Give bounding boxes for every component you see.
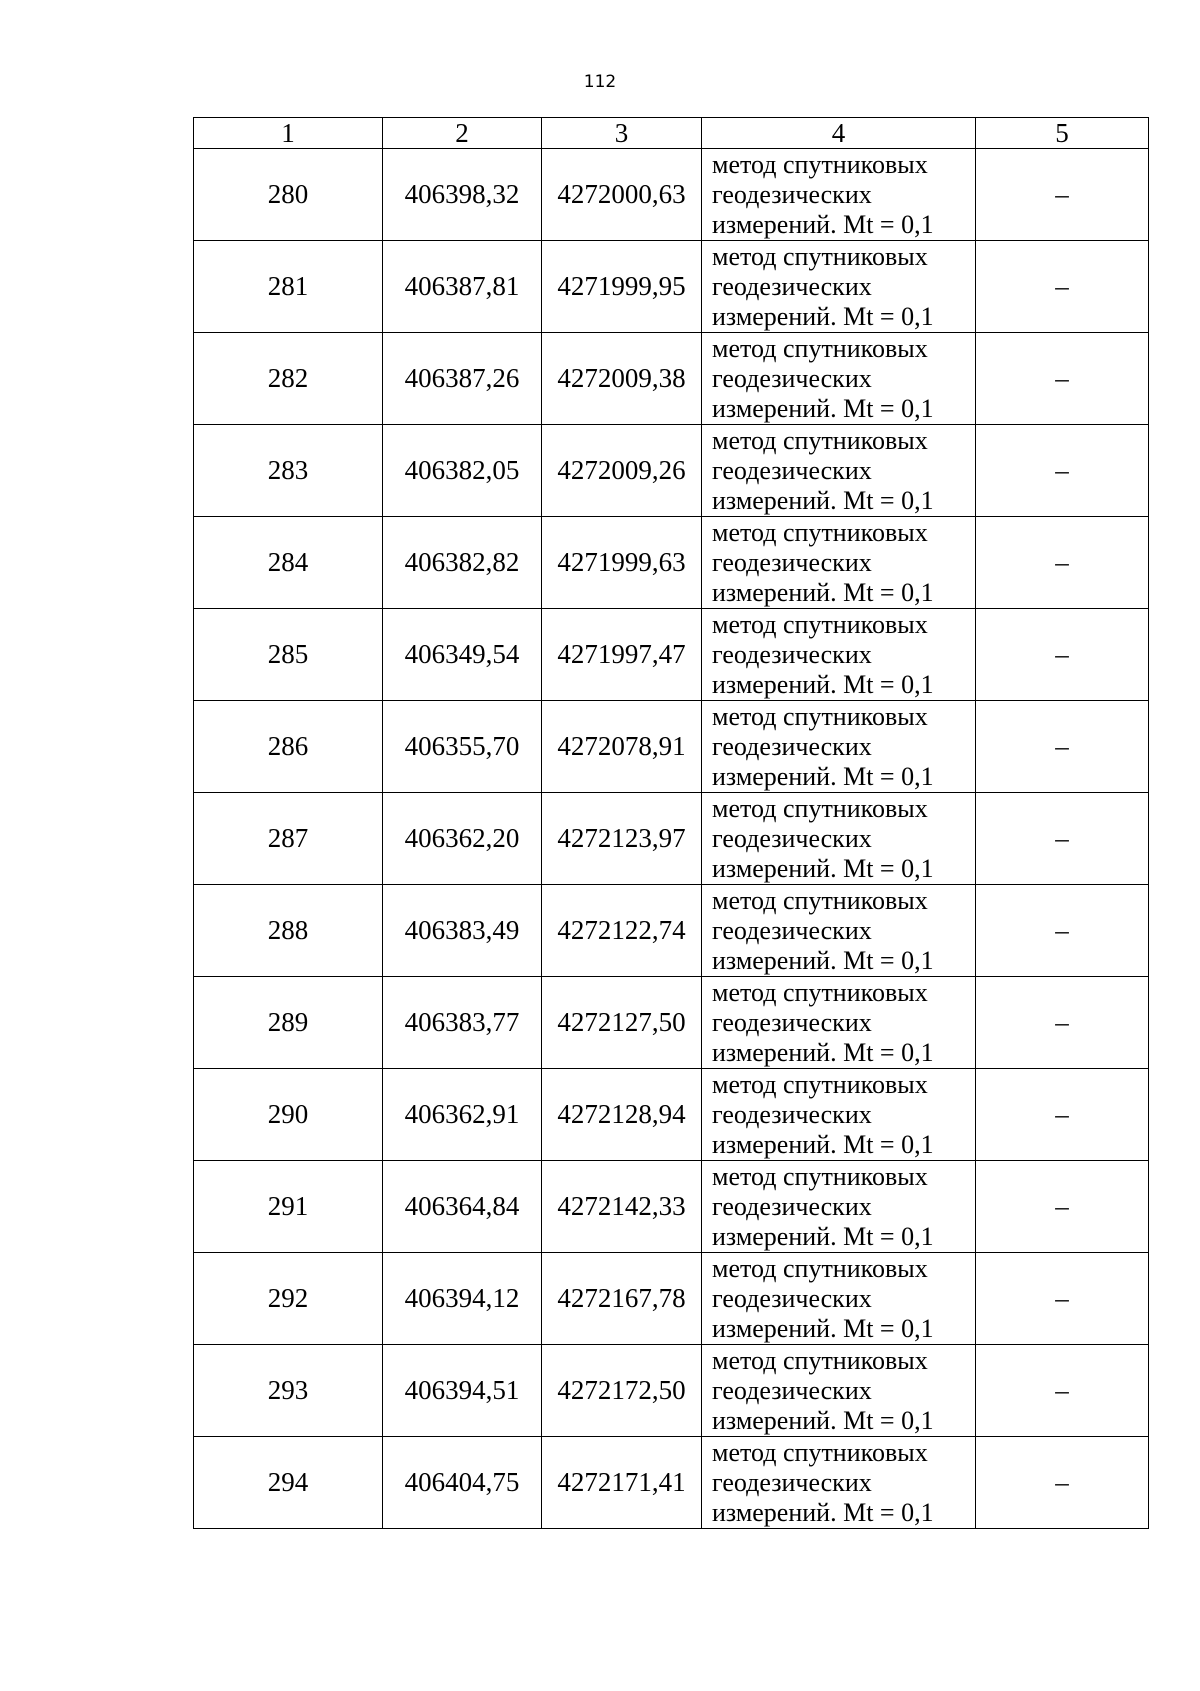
method-text-line: метод спутниковых [712, 517, 928, 547]
method-text-line: геодезических [712, 455, 872, 485]
y-coordinate-cell: 4271997,47 [542, 609, 702, 701]
column-header: 1 [194, 118, 383, 149]
x-coordinate-cell: 406382,05 [383, 425, 542, 517]
point-number-cell: 284 [194, 517, 383, 609]
method-text-line: измерений. Mt = 0,1 [712, 1221, 934, 1251]
method-text-line: измерений. Mt = 0,1 [712, 485, 934, 515]
y-coordinate-cell: 4272142,33 [542, 1161, 702, 1253]
method-text-line: метод спутниковых [712, 1253, 928, 1283]
table-row [194, 241, 1149, 333]
note-cell: – [976, 1345, 1149, 1437]
x-coordinate-cell: 406398,32 [383, 149, 542, 241]
table-row [194, 149, 1149, 241]
table-row [194, 793, 1149, 885]
x-coordinate-cell: 406387,26 [383, 333, 542, 425]
note-cell: – [976, 1069, 1149, 1161]
method-text-line: измерений. Mt = 0,1 [712, 1313, 934, 1343]
method-text-line: измерений. Mt = 0,1 [712, 945, 934, 975]
method-cell [702, 517, 976, 609]
method-text-line: метод спутниковых [712, 425, 928, 455]
method-text-line: измерений. Mt = 0,1 [712, 1129, 934, 1159]
method-cell [702, 241, 976, 333]
method-text-line: метод спутниковых [712, 793, 928, 823]
method-text-line: геодезических [712, 1375, 872, 1405]
method-text-line: геодезических [712, 1007, 872, 1037]
table-row [194, 701, 1149, 793]
y-coordinate-cell: 4272009,38 [542, 333, 702, 425]
table-row [194, 1253, 1149, 1345]
method-text-line: метод спутниковых [712, 241, 928, 271]
method-text-line: геодезических [712, 915, 872, 945]
method-cell [702, 333, 976, 425]
y-coordinate-cell: 4272128,94 [542, 1069, 702, 1161]
method-cell [702, 149, 976, 241]
coordinates-table [193, 117, 1149, 1529]
x-coordinate-cell: 406355,70 [383, 701, 542, 793]
method-cell [702, 885, 976, 977]
y-coordinate-cell: 4272009,26 [542, 425, 702, 517]
method-text-line: измерений. Mt = 0,1 [712, 393, 934, 423]
method-text-line: геодезических [712, 1283, 872, 1313]
note-cell: – [976, 149, 1149, 241]
method-text-line: измерений. Mt = 0,1 [712, 1405, 934, 1435]
method-text-line: геодезических [712, 179, 872, 209]
method-text-line: метод спутниковых [712, 1345, 928, 1375]
point-number-cell: 293 [194, 1345, 383, 1437]
method-text-line: измерений. Mt = 0,1 [712, 301, 934, 331]
note-cell: – [976, 517, 1149, 609]
y-coordinate-cell: 4272078,91 [542, 701, 702, 793]
table-body [194, 149, 1149, 1529]
method-text-line: измерений. Mt = 0,1 [712, 761, 934, 791]
method-cell [702, 1345, 976, 1437]
method-cell [702, 425, 976, 517]
column-header: 2 [383, 118, 542, 149]
method-text-line: геодезических [712, 1467, 872, 1497]
method-text-line: метод спутниковых [712, 1069, 928, 1099]
note-cell: – [976, 1437, 1149, 1529]
table-row [194, 425, 1149, 517]
note-cell: – [976, 701, 1149, 793]
column-header: 5 [976, 118, 1149, 149]
x-coordinate-cell: 406387,81 [383, 241, 542, 333]
x-coordinate-cell: 406364,84 [383, 1161, 542, 1253]
method-cell [702, 793, 976, 885]
method-cell [702, 609, 976, 701]
method-text-line: измерений. Mt = 0,1 [712, 669, 934, 699]
method-text-line: геодезических [712, 271, 872, 301]
note-cell: – [976, 425, 1149, 517]
point-number-cell: 286 [194, 701, 383, 793]
table-row [194, 1069, 1149, 1161]
table-row [194, 885, 1149, 977]
note-cell: – [976, 977, 1149, 1069]
y-coordinate-cell: 4272123,97 [542, 793, 702, 885]
y-coordinate-cell: 4272172,50 [542, 1345, 702, 1437]
note-cell: – [976, 1161, 1149, 1253]
table-row [194, 977, 1149, 1069]
point-number-cell: 292 [194, 1253, 383, 1345]
method-text-line: метод спутниковых [712, 977, 928, 1007]
point-number-cell: 281 [194, 241, 383, 333]
note-cell: – [976, 1253, 1149, 1345]
x-coordinate-cell: 406382,82 [383, 517, 542, 609]
method-text-line: геодезических [712, 731, 872, 761]
method-text-line: измерений. Mt = 0,1 [712, 577, 934, 607]
method-cell [702, 1069, 976, 1161]
point-number-cell: 288 [194, 885, 383, 977]
y-coordinate-cell: 4272167,78 [542, 1253, 702, 1345]
method-text-line: геодезических [712, 547, 872, 577]
point-number-cell: 289 [194, 977, 383, 1069]
x-coordinate-cell: 406383,77 [383, 977, 542, 1069]
table-row [194, 333, 1149, 425]
method-text-line: метод спутниковых [712, 701, 928, 731]
table-row [194, 1345, 1149, 1437]
y-coordinate-cell: 4271999,95 [542, 241, 702, 333]
point-number-cell: 291 [194, 1161, 383, 1253]
note-cell: – [976, 241, 1149, 333]
method-text-line: геодезических [712, 1099, 872, 1129]
method-text-line: метод спутниковых [712, 149, 928, 179]
x-coordinate-cell: 406362,91 [383, 1069, 542, 1161]
method-cell [702, 977, 976, 1069]
method-text-line: измерений. Mt = 0,1 [712, 1037, 934, 1067]
x-coordinate-cell: 406349,54 [383, 609, 542, 701]
note-cell: – [976, 609, 1149, 701]
method-text-line: измерений. Mt = 0,1 [712, 1497, 934, 1527]
note-cell: – [976, 793, 1149, 885]
x-coordinate-cell: 406394,51 [383, 1345, 542, 1437]
column-header: 3 [542, 118, 702, 149]
y-coordinate-cell: 4271999,63 [542, 517, 702, 609]
table-row [194, 609, 1149, 701]
method-text-line: геодезических [712, 639, 872, 669]
table-row [194, 1161, 1149, 1253]
x-coordinate-cell: 406362,20 [383, 793, 542, 885]
note-cell: – [976, 885, 1149, 977]
method-text-line: измерений. Mt = 0,1 [712, 209, 934, 239]
method-text-line: геодезических [712, 1191, 872, 1221]
page-number: 112 [583, 72, 617, 92]
method-text-line: измерений. Mt = 0,1 [712, 853, 934, 883]
point-number-cell: 290 [194, 1069, 383, 1161]
y-coordinate-cell: 4272000,63 [542, 149, 702, 241]
y-coordinate-cell: 4272171,41 [542, 1437, 702, 1529]
method-cell [702, 701, 976, 793]
method-text-line: метод спутниковых [712, 333, 928, 363]
method-cell [702, 1161, 976, 1253]
table-row [194, 517, 1149, 609]
method-text-line: метод спутниковых [712, 609, 928, 639]
x-coordinate-cell: 406404,75 [383, 1437, 542, 1529]
point-number-cell: 287 [194, 793, 383, 885]
point-number-cell: 294 [194, 1437, 383, 1529]
note-cell: – [976, 333, 1149, 425]
method-text-line: геодезических [712, 363, 872, 393]
y-coordinate-cell: 4272122,74 [542, 885, 702, 977]
point-number-cell: 280 [194, 149, 383, 241]
y-coordinate-cell: 4272127,50 [542, 977, 702, 1069]
point-number-cell: 283 [194, 425, 383, 517]
method-cell [702, 1437, 976, 1529]
x-coordinate-cell: 406394,12 [383, 1253, 542, 1345]
point-number-cell: 285 [194, 609, 383, 701]
method-text-line: метод спутниковых [712, 1161, 928, 1191]
table-row [194, 1437, 1149, 1529]
column-header: 4 [702, 118, 976, 149]
method-cell [702, 1253, 976, 1345]
method-text-line: метод спутниковых [712, 885, 928, 915]
x-coordinate-cell: 406383,49 [383, 885, 542, 977]
method-text-line: геодезических [712, 823, 872, 853]
table-header-row [194, 118, 1149, 149]
point-number-cell: 282 [194, 333, 383, 425]
method-text-line: метод спутниковых [712, 1437, 928, 1467]
